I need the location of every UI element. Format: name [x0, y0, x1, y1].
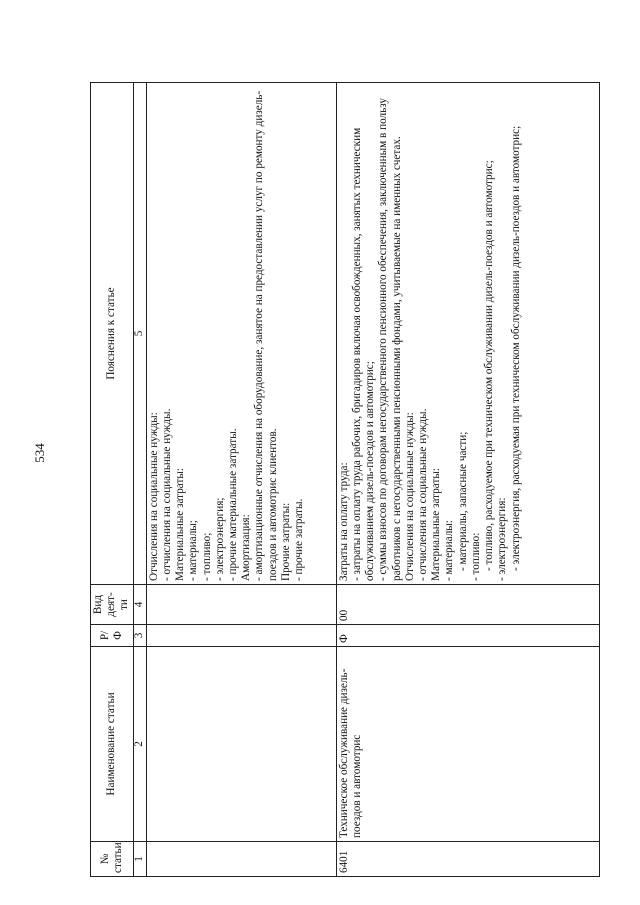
- header-item-number: № статьи: [91, 842, 134, 877]
- table-row-6401: [336, 83, 599, 877]
- page-number: 534: [32, 443, 47, 463]
- cell-name-empty: [146, 647, 336, 842]
- header-rf: Р/Ф: [91, 625, 134, 647]
- explanation-line: - материалы;: [187, 520, 200, 581]
- explanation-line: Отчисления на социальные нужды:: [147, 412, 160, 581]
- explanation-line: - топливо, расходуемое при техническом обслуживании дизель-поездов и автомотрис;: [483, 160, 496, 571]
- explanation-line: - прочие затраты.: [293, 498, 306, 581]
- explanation-line: - электроэнергия;: [213, 497, 226, 581]
- col-number-1: 1: [133, 842, 146, 877]
- header-explanation: Пояснения к статье: [91, 83, 134, 585]
- explanation-line: Отчисления на социальные нужды:: [403, 412, 416, 581]
- cell-rf-empty: [146, 625, 336, 647]
- explanation-line: - прочие материальные затраты.: [226, 428, 239, 581]
- cell-item-number: 6401: [336, 842, 599, 877]
- explanation-line: - отчисления на социальные нужды.: [160, 408, 173, 581]
- col-number-5: 5: [133, 83, 146, 585]
- cell-number-empty: [146, 842, 336, 877]
- explanation-line: - амортизационные отчисления на оборудование, занятое на предоставлении услуг по ремонту дизель-поездов и автомотрис клиентов.: [253, 90, 279, 581]
- header-row: [91, 83, 134, 877]
- column-number-row: [133, 83, 146, 877]
- cell-explanation: [336, 83, 599, 585]
- explanation-line: - топливо;: [200, 532, 213, 581]
- col-number-3: 3: [133, 625, 146, 647]
- cell-explanation-continued: [146, 83, 336, 585]
- rotated-table-sheet: [90, 82, 600, 877]
- explanation-line: Затраты на оплату труда:: [337, 462, 350, 581]
- explanation-line: Амортизация:: [240, 514, 253, 581]
- explanation-line: - затраты на оплату труда рабочих, бригадиров включая освобожденных, занятых техническим обслуживанием дизель-поездов и автомотрис;: [350, 127, 377, 581]
- explanation-line: Материальные затраты:: [174, 468, 187, 581]
- cell-activity-type: 00: [336, 585, 599, 625]
- explanation-line: Прочие затраты:: [279, 502, 292, 581]
- cell-activity-empty: [146, 585, 336, 625]
- explanation-line: - материалы, запасные части;: [456, 431, 469, 571]
- cell-item-name: Техническое обслуживание дизель-поездов и автомотрис: [336, 647, 599, 842]
- table-row-continued: [146, 83, 336, 877]
- col-number-4: 4: [133, 585, 146, 625]
- explanation-line: - отчисления на социальные нужды.: [416, 408, 429, 581]
- explanation-line: - материалы:: [443, 520, 456, 581]
- explanation-line: Материальные затраты:: [430, 468, 443, 581]
- cost-items-table: [90, 82, 600, 877]
- explanation-line: - суммы взносов по договорам негосударственного пенсионного обеспечения, заключенным в пользу работников с негосударственными пенсионными фондами, учитываемые на именных счетах.: [377, 97, 403, 581]
- explanation-line: - электроэнергия, расходуемая при техническом обслуживании дизель-поездов и автомотрис;: [509, 125, 522, 571]
- explanation-line: - топливо:: [469, 532, 482, 581]
- col-number-2: 2: [133, 647, 146, 842]
- header-item-name: Наименование статьи: [91, 647, 134, 842]
- header-activity-type: Вид деят-ти: [91, 585, 134, 625]
- explanation-line: - электроэнергия:: [496, 497, 509, 581]
- cell-rf: Ф: [336, 625, 599, 647]
